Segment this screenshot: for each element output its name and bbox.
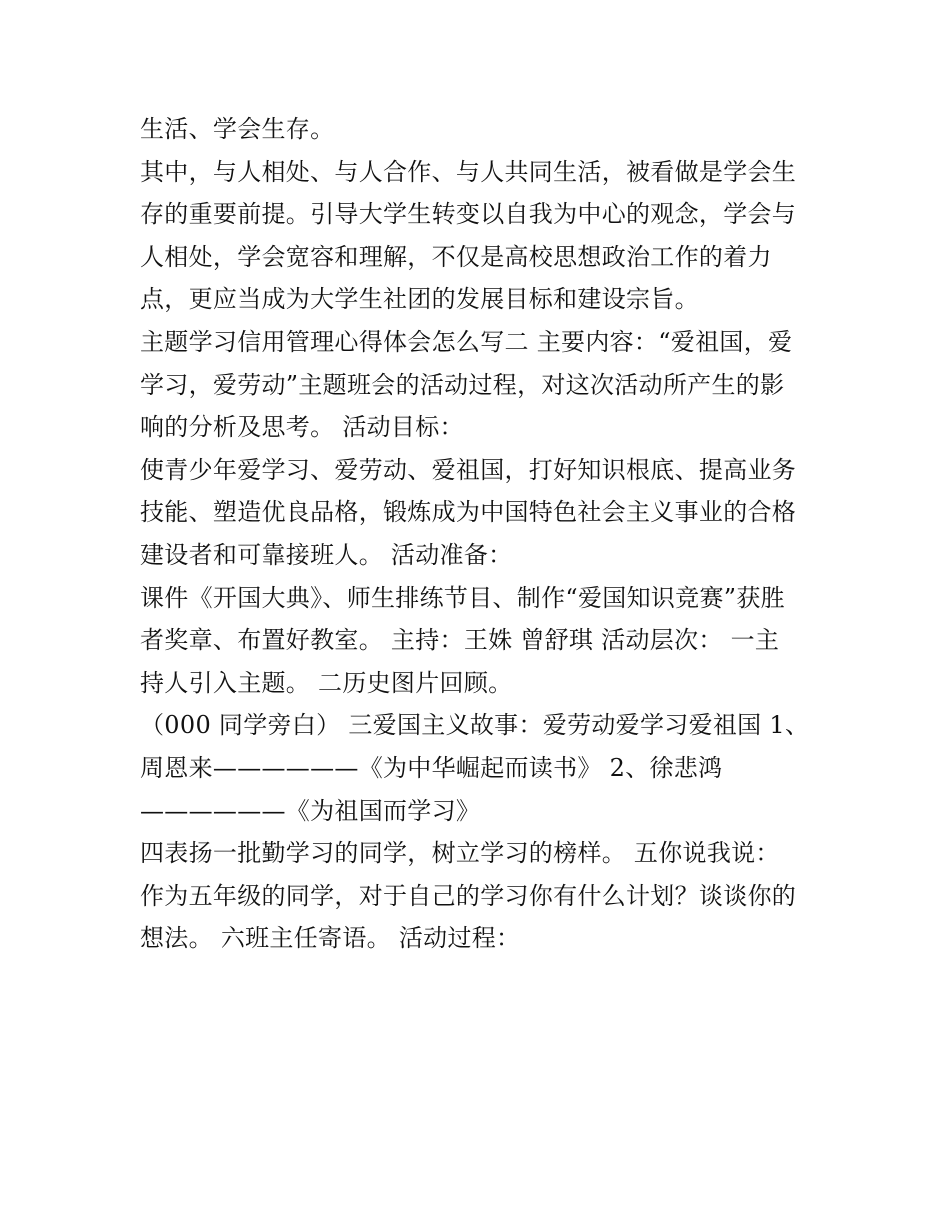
text-line: 主题学习信用管理心得体会怎么写二 主要内容：“爱祖国，爱: [140, 327, 793, 356]
text-line: 使青少年爱学习、爱劳动、爱祖国，打好知识根底、提高业务: [140, 455, 797, 484]
text-line: 点，更应当成为大学生社团的发展目标和建设宗旨。: [140, 285, 699, 314]
text-line: 存的重要前提。引导大学生转变以自我为中心的观念，学会与: [140, 200, 797, 229]
text-line: 者奖章、布置好教室。 主持：王姝 曾舒琪 活动层次： 一主: [140, 626, 780, 655]
text-line: 生活、学会生存。: [140, 115, 335, 143]
text-line: 四表扬一批勤学习的同学，树立学习的榜样。 五你说我说：: [140, 839, 780, 868]
text-line: （000 同学旁白） 三爱国主义故事：爱劳动爱学习爱祖国 1、: [140, 711, 810, 740]
text-line: 建设者和可靠接班人。 活动准备：: [140, 540, 513, 569]
text-line: 周恩来——————《为中华崛起而读书》 2、徐悲鸿: [140, 753, 723, 782]
text-line: 人相处，学会宽容和理解，不仅是高校思想政治工作的着力: [140, 242, 772, 271]
text-line: 想法。 六班主任寄语。 活动过程：: [140, 924, 521, 953]
text-line: 学习，爱劳动”主题班会的活动过程，对这次活动所产生的影: [140, 370, 785, 399]
text-line: 其中，与人相处、与人合作、与人共同生活，被看做是学会生: [140, 157, 797, 186]
text-line: 课件《开国大典》、师生排练节目、制作“爱国知识竞赛”获胜: [140, 583, 785, 612]
text-line: 响的分析及思考。 活动目标：: [140, 413, 464, 442]
body-text: [140, 108, 820, 960]
text-line: 作为五年级的同学，对于自己的学习你有什么计划？谈谈你的: [140, 881, 797, 910]
text-line: 技能、塑造优良品格，锻炼成为中国特色社会主义事业的合格: [140, 498, 797, 527]
text-line: ——————《为祖国而学习》: [140, 796, 481, 825]
text-line: 持人引入主题。 二历史图片回顾。: [140, 668, 513, 697]
